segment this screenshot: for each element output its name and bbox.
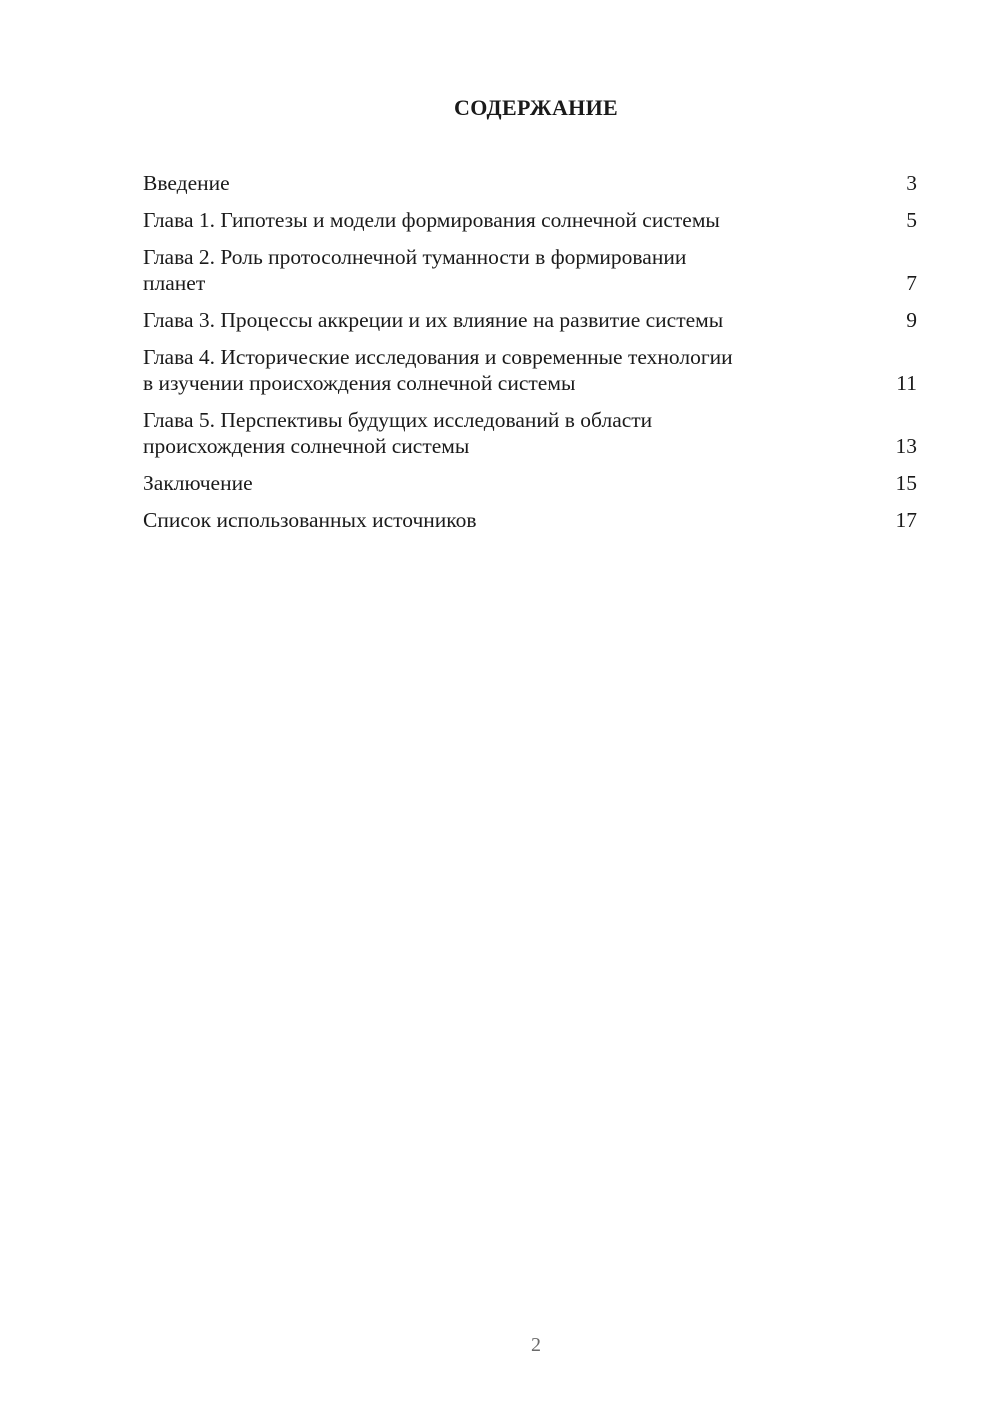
toc-entry-page: 5 [906,208,917,232]
toc-entry-chapter-2 [143,244,917,296]
toc-entry-line: в изучении происхождения солнечной системы [143,371,576,395]
toc-entry-page: 17 [895,508,917,532]
toc-entry-title [143,170,887,196]
toc-entry-page: 3 [906,171,917,195]
page-number: 2 [531,1334,541,1356]
toc-entry-title [143,507,887,533]
toc-entry-chapter-4 [143,344,917,396]
toc-entry-line: Глава 4. Исторические исследования и современные технологии [143,345,733,369]
toc-entry-conclusion [143,470,917,496]
toc-entry-page: 15 [895,471,917,495]
toc-entry-chapter-1 [143,207,917,233]
toc-entry-line: Список использованных источников [143,508,477,532]
toc-entry-line: происхождения солнечной системы [143,434,470,458]
toc-entry-line: планет [143,271,206,295]
toc-entry-page: 7 [906,271,917,295]
toc-entry-line: Глава 2. Роль протосолнечной туманности в формировании [143,245,687,269]
toc-entry-title [143,207,887,233]
toc-entry-page: 11 [896,371,917,395]
toc-entry-introduction [143,170,917,196]
toc-entry-title [143,470,887,496]
toc-entry-chapter-5 [143,407,917,459]
toc-entry-line: Глава 1. Гипотезы и модели формирования солнечной системы [143,208,720,232]
toc-entry-page: 13 [895,434,917,458]
toc-entry-page: 9 [906,308,917,332]
toc-entry-line: Введение [143,171,230,195]
toc-entry-line: Глава 5. Перспективы будущих исследований в области [143,408,653,432]
toc-entry-title [143,344,887,396]
toc-entry-title [143,307,887,333]
toc-entry-references [143,507,917,533]
toc-entry-chapter-3 [143,307,917,333]
toc-entry-title [143,244,887,296]
toc-entry-line: Заключение [143,471,253,495]
table-of-contents [143,170,917,544]
toc-entry-title [143,407,887,459]
page-title: СОДЕРЖАНИЕ [454,95,618,120]
toc-entry-line: Глава 3. Процессы аккреции и их влияние на развитие системы [143,308,724,332]
